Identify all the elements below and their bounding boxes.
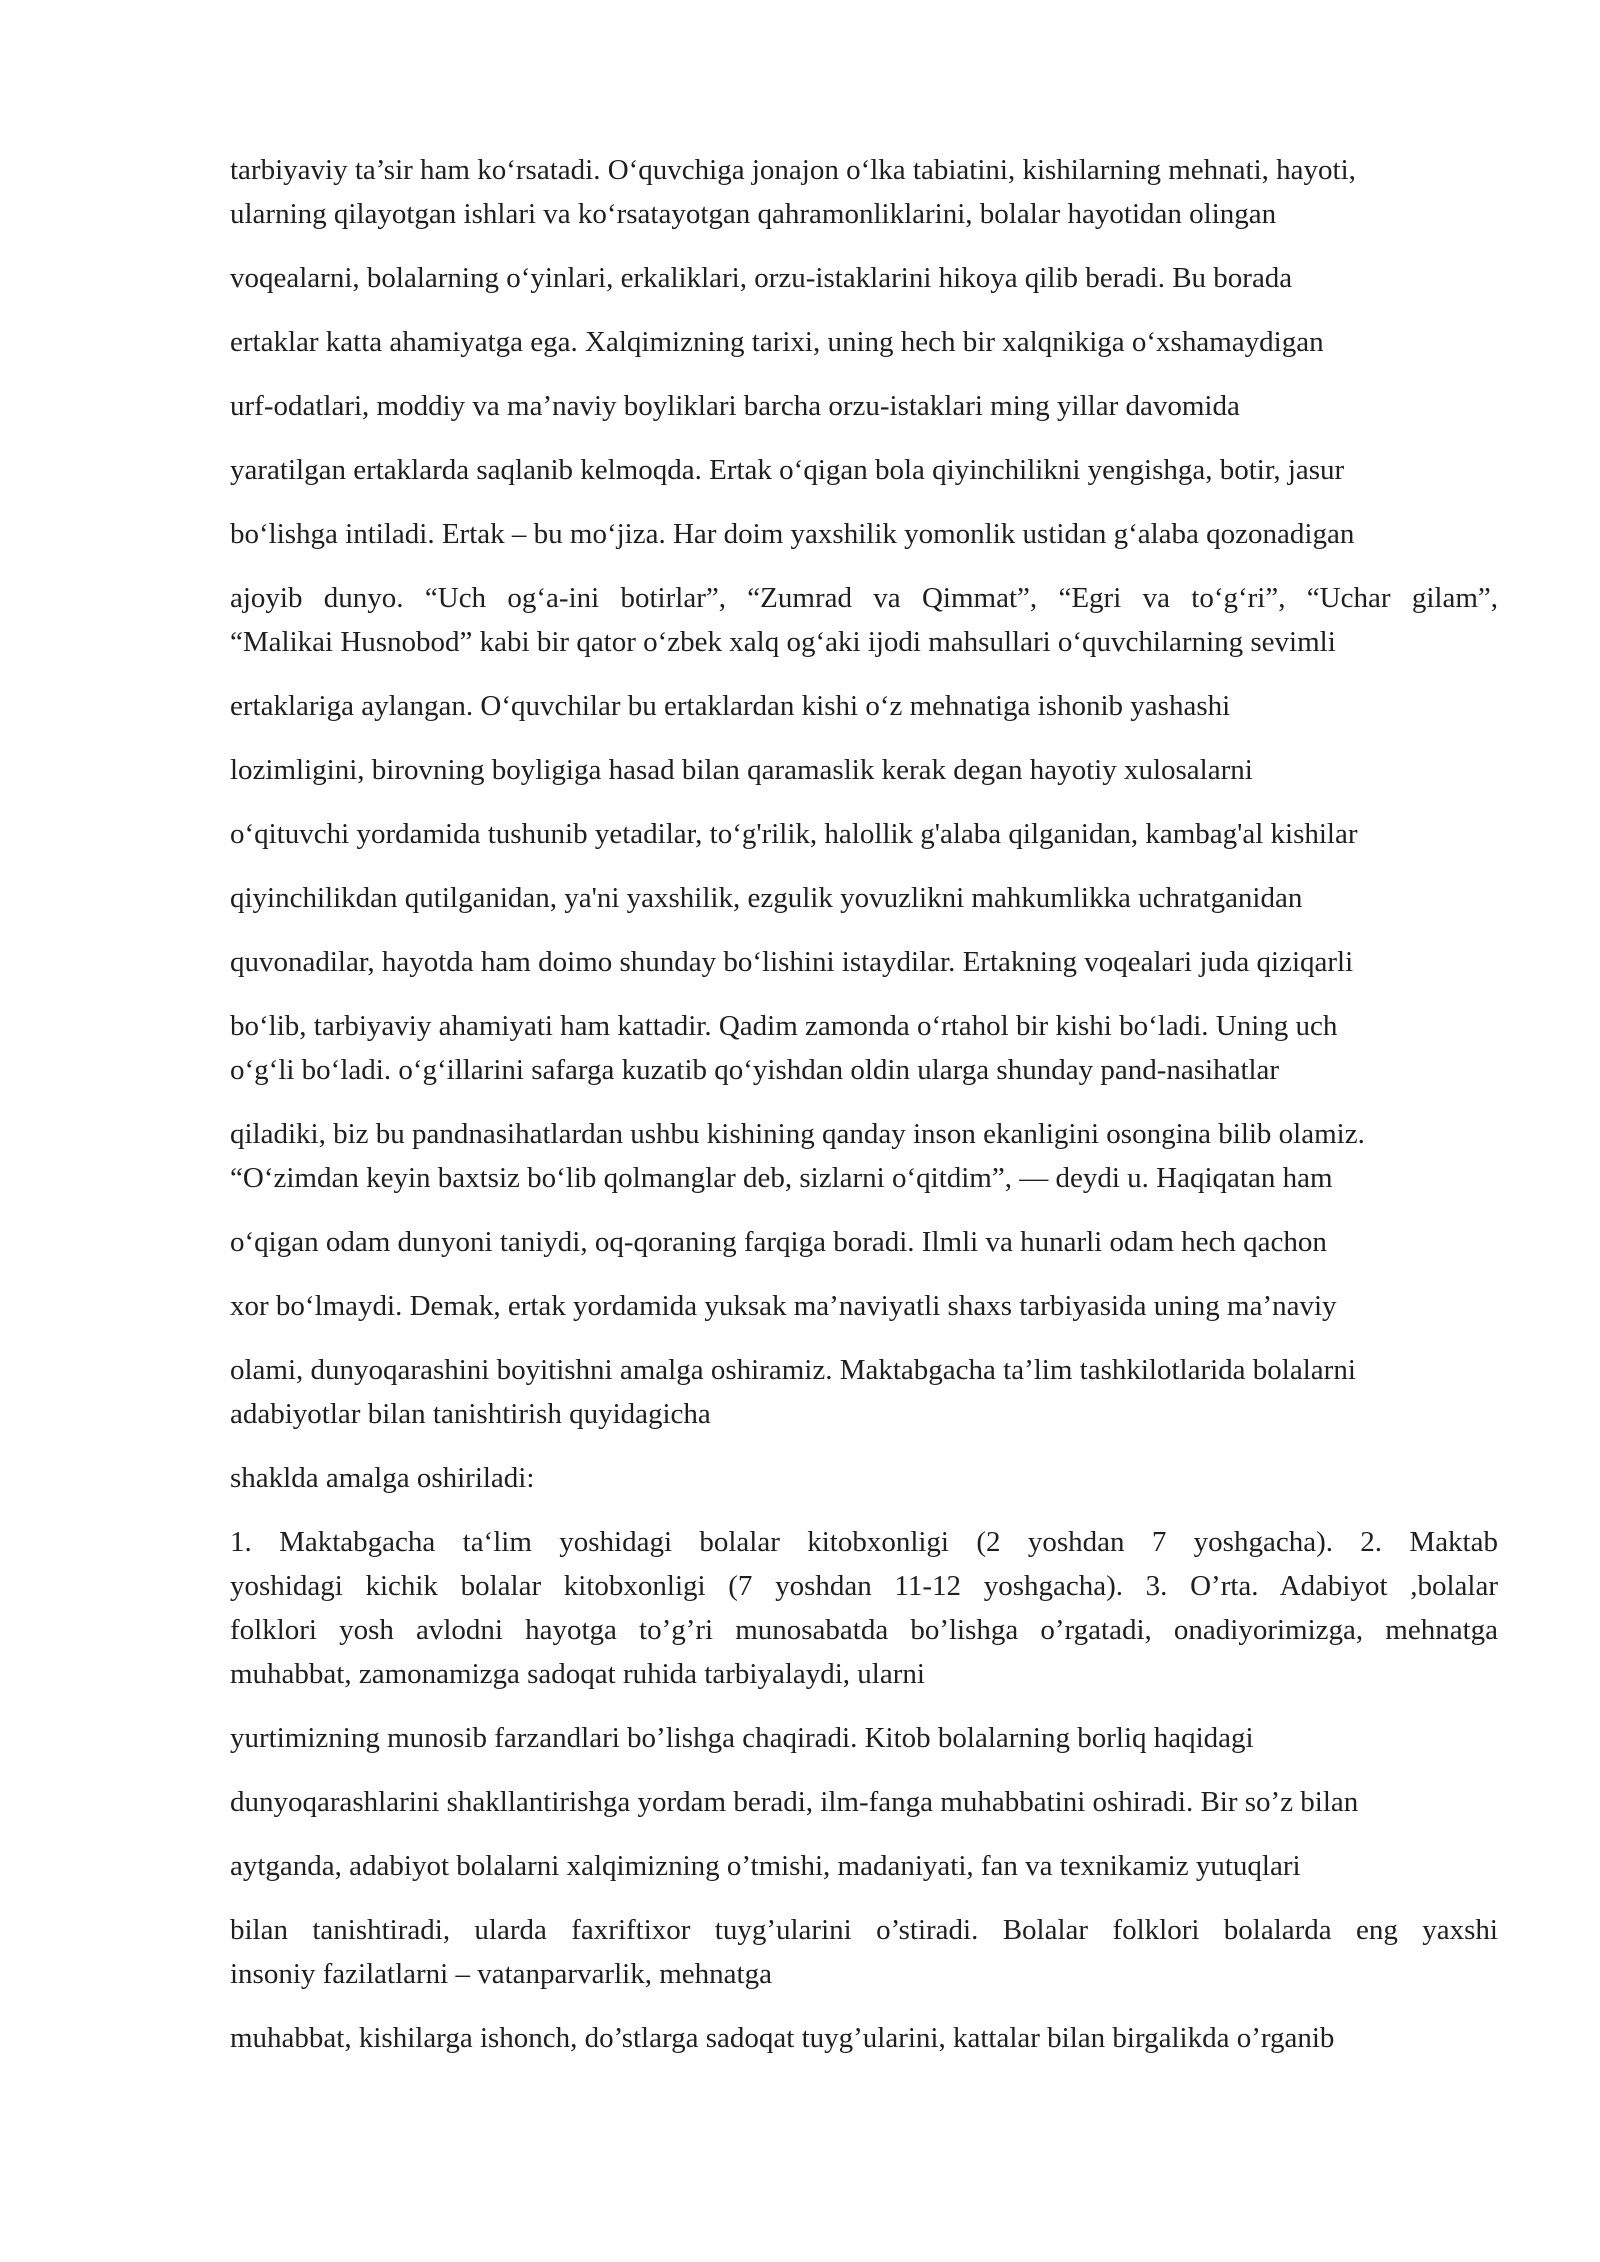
text-line: adabiyotlar bilan tanishtirish quyidagicha [230,1398,711,1430]
text-line: ajoyib dunyo. “Uch og‘a-ini botirlar”, “Zumrad va Qimmat”, “Egri va to‘g‘ri”, “Uchar gilam”, [230,582,1498,614]
text-line: “O‘zimdan keyin baxtsiz bo‘lib qolmanglar deb, sizlarni o‘qitdim”, — deydi u. Haqiqatan ham [230,1162,1333,1194]
text-line: folklori yosh avlodni hayotga to’g’ri munosabatda bo’lishga o’rgatadi, onadiyorimizga, mehnatga [230,1614,1498,1646]
text-line: qiyinchilikdan qutilganidan, ya'ni yaxshilik, ezgulik yovuzlikni mahkumlikka uchratganidan [230,882,1303,914]
text-line: “Malikai Husnobod” kabi bir qator o‘zbek xalq og‘aki ijodi mahsullari o‘quvchilarning sevimli [230,626,1336,658]
text-line: urf-odatlari, moddiy va ma’naviy boyliklari barcha orzu-istaklari ming yillar davomida [230,390,1240,422]
text-line: insoniy fazilatlarni – vatanparvarlik, mehnatga [230,1958,772,1990]
text-line: xor bo‘lmaydi. Demak, ertak yordamida yuksak ma’naviyatli shaxs tarbiyasida uning ma’naviy [230,1290,1337,1322]
text-line: bilan tanishtiradi, ularda faxriftixor tuyg’ularini o’stiradi. Bolalar folklori bolalarda eng yaxshi [230,1914,1498,1946]
text-line: olami, dunyoqarashini boyitishni amalga oshiramiz. Maktabgacha ta’lim tashkilotlarida bolalarni [230,1354,1356,1386]
text-line: yaratilgan ertaklarda saqlanib kelmoqda. Ertak o‘qigan bola qiyinchilikni yengishga, botir, jasur [230,454,1345,486]
text-line: qiladiki, biz bu pandnasihatlardan ushbu kishining qanday inson ekanligini osongina bilib olamiz. [230,1118,1365,1150]
text-line: yurtimizning munosib farzandlari bo’lishga chaqiradi. Kitob bolalarning borliq haqidagi [230,1722,1254,1754]
text-line: quvonadilar, hayotda ham doimo shunday bo‘lishini istaydilar. Ertakning voqealari juda qiziqarli [230,946,1354,978]
text-line: aytganda, adabiyot bolalarni xalqimizning o’tmishi, madaniyati, fan va texnikamiz yutuqlari [230,1850,1301,1882]
text-line: bo‘lib, tarbiyaviy ahamiyati ham kattadir. Qadim zamonda o‘rtahol bir kishi bo‘ladi. Uning uch [230,1010,1338,1042]
text-line: shaklda amalga oshiriladi: [230,1462,535,1494]
text-line: muhabbat, kishilarga ishonch, do’stlarga sadoqat tuyg’ularini, kattalar bilan birgalikda o’rganib [230,2022,1335,2054]
text-line: o‘qituvchi yordamida tushunib yetadilar, to‘g'rilik, halollik g'alaba qilganidan, kambag'al kishilar [230,818,1358,850]
text-line: tarbiyaviy ta’sir ham ko‘rsatadi. O‘quvchiga jonajon o‘lka tabiatini, kishilarning mehnati, hayoti, [230,154,1356,186]
text-line: dunyoqarashlarini shakllantirishga yordam beradi, ilm-fanga muhabbatini oshiradi. Bir so’z bilan [230,1786,1359,1818]
text-line: lozimligini, birovning boyligiga hasad bilan qaramaslik kerak degan hayotiy xulosalarni [230,754,1253,786]
text-line: yoshidagi kichik bolalar kitobxonligi (7 yoshdan 11-12 yoshgacha). 3. O’rta. Adabiyot ,bolalar [230,1570,1498,1602]
text-line: bo‘lishga intiladi. Ertak – bu mo‘jiza. Har doim yaxshilik yomonlik ustidan g‘alaba qozonadigan [230,518,1355,550]
text-line: o‘g‘li bo‘ladi. o‘g‘illarini safarga kuzatib qo‘yishdan oldin ularga shunday pand-nasihatlar [230,1054,1280,1086]
text-line: 1. Maktabgacha ta‘lim yoshidagi bolalar kitobxonligi (2 yoshdan 7 yoshgacha). 2. Maktab [230,1526,1498,1558]
text-line: ularning qilayotgan ishlari va ko‘rsatayotgan qahramonliklarini, bolalar hayotidan olingan [230,198,1277,230]
text-line: o‘qigan odam dunyoni taniydi, oq-qoraning farqiga boradi. Ilmli va hunarli odam hech qachon [230,1226,1327,1258]
text-line: ertaklar katta ahamiyatga ega. Xalqimizning tarixi, uning hech bir xalqnikiga o‘xshamaydigan [230,326,1324,358]
text-line: muhabbat, zamonamizga sadoqat ruhida tarbiyalaydi, ularni [230,1658,925,1690]
text-line: voqealarni, bolalarning o‘yinlari, erkaliklari, orzu-istaklarini hikoya qilib beradi. Bu borada [230,262,1293,294]
text-line: ertaklariga aylangan. O‘quvchilar bu ertaklardan kishi o‘z mehnatiga ishonib yashashi [230,690,1231,722]
